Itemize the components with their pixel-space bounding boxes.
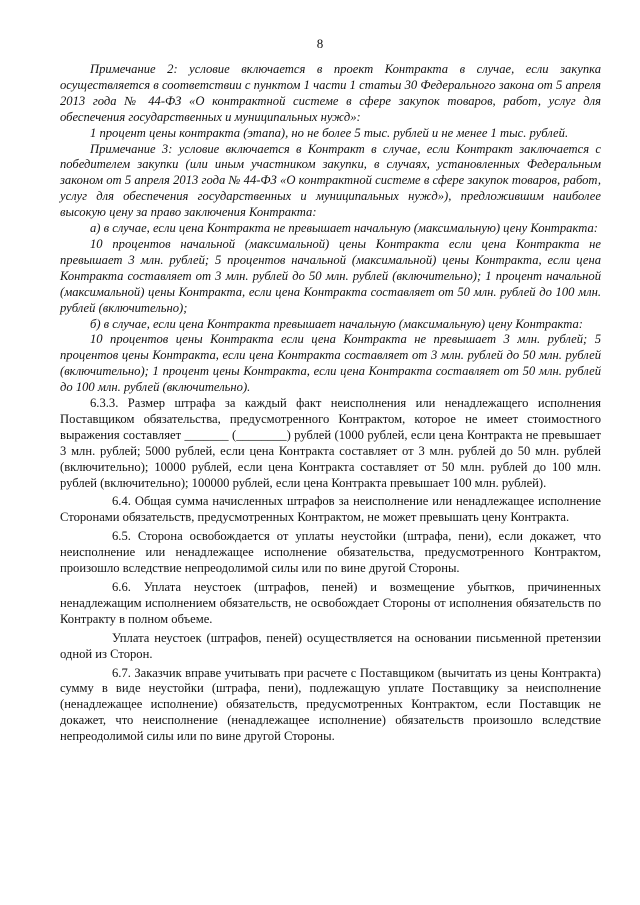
clause-6-7-paragraph: 6.7. Заказчик вправе учитывать при расчете с Поставщиком (вычитать из цены Контракта) сумму в виде неустойки (штрафа, пени), подлежащую уплате Поставщику за неисполнение (ненадлежащее исполнение) обязательств, предусмотренных Контрактом, если Поставщик не докажет, что неисполнение (ненадлежащее исполнение) обязательств произошло вследствие непреодолимой силы или по вине другой Стороны. bbox=[60, 665, 601, 744]
note-2-rate-paragraph: 1 процент цены контракта (этапа), но не более 5 тыс. рублей и не менее 1 тыс. рублей. bbox=[90, 125, 569, 140]
penalty-payment-paragraph: Уплата неустоек (штрафов, пеней) осуществляется на основании письменной претензии одной из Сторон. bbox=[60, 630, 601, 661]
clause-6-4-paragraph: 6.4. Общая сумма начисленных штрафов за неисполнение или ненадлежащее исполнение Сторонами обязательств, предусмотренных Контрактом, не может превышать цену Контракта. bbox=[60, 494, 601, 525]
page-number: 8 bbox=[316, 36, 324, 51]
note-3-case-b-paragraph: б) в случае, если цена Контракта превышает начальную (максимальную) цену Контракта: bbox=[90, 316, 583, 331]
note-2-paragraph: Примечание 2: условие включается в проект Контракта в случае, если закупка осуществляется в соответствии с пунктом 1 части 1 статьи 30 Федерального закона от 5 апреля 2013 года № 44-ФЗ «О контрактной системе в сфере закупок товаров, работ, услуг для обеспечения государственных и муниципальных нужд»: bbox=[60, 62, 601, 124]
document-body bbox=[60, 62, 601, 745]
note-3-case-b-rates-paragraph: 10 процентов цены Контракта если цена Контракта не превышает 3 млн. рублей; 5 процентов цены Контракта, если цена Контракта составляет от 3 млн. рублей до 50 млн. рублей (включительно); 1 процент цены Контракта, если цена Контракта составляет от 50 млн. рублей до 100 млн. рублей (включительно). bbox=[60, 332, 601, 395]
clause-6-6-paragraph: 6.6. Уплата неустоек (штрафов, пеней) и возмещение убытков, причиненных ненадлежащим исполнением обязательств, не освобождает Стороны от исполнения обязательств по Контракту в полном объеме. bbox=[60, 580, 601, 626]
note-3-paragraph: Примечание 3: условие включается в Контракт в случае, если Контракт заключается с победителем закупки (или иным участником закупки, в случаях, установленных Федеральным законом от 5 апреля 2013 года № 44-ФЗ «О контрактной системе в сфере закупок товаров, работ, услуг для обеспечения государственных и муниципальных нужд»), предложившим наиболее высокую цену за право заключения Контракта: bbox=[60, 141, 601, 220]
clause-6-5-paragraph: 6.5. Сторона освобождается от уплаты неустойки (штрафа, пени), если докажет, что неисполнение или ненадлежащее исполнение обязательства, предусмотренного Контрактом, произошло вследствие непреодолимой силы или по вине другой Стороны. bbox=[60, 529, 601, 576]
note-3-case-a-rates-paragraph: 10 процентов начальной (максимальной) цены Контракта если цена Контракта не превышает 3 млн. рублей; 5 процентов начальной (максимальной) цены Контракта, если цена Контракта составляет от 3 млн. рублей до 50 млн. рублей (включительно); 1 процент начальной (максимальной) цены Контракта, если цена Контракта составляет от 50 млн. рублей до 100 млн. рублей (включительно); bbox=[60, 236, 601, 315]
note-3-case-a-paragraph: а) в случае, если цена Контракта не превышает начальную (максимальную) цену Контракта: bbox=[90, 221, 598, 236]
clause-6-3-3-paragraph: 6.3.3. Размер штрафа за каждый факт неисполнения или ненадлежащего исполнения Поставщиком обязательства, предусмотренного Контрактом, которое не имеет стоимостного выражения составляет _______ (________) рублей (1000 рублей, если цена Контракта не превышает 3 млн. рублей; 5000 рублей, если цена Контракта составляет от 3 млн. рублей до 50 млн. рублей (включительно); 10000 рублей, если цена Контракта составляет от 50 млн. рублей до 100 млн. рублей (включительно); 100000 рублей, если цена Контракта превышает 100 млн. рублей). bbox=[60, 396, 601, 490]
